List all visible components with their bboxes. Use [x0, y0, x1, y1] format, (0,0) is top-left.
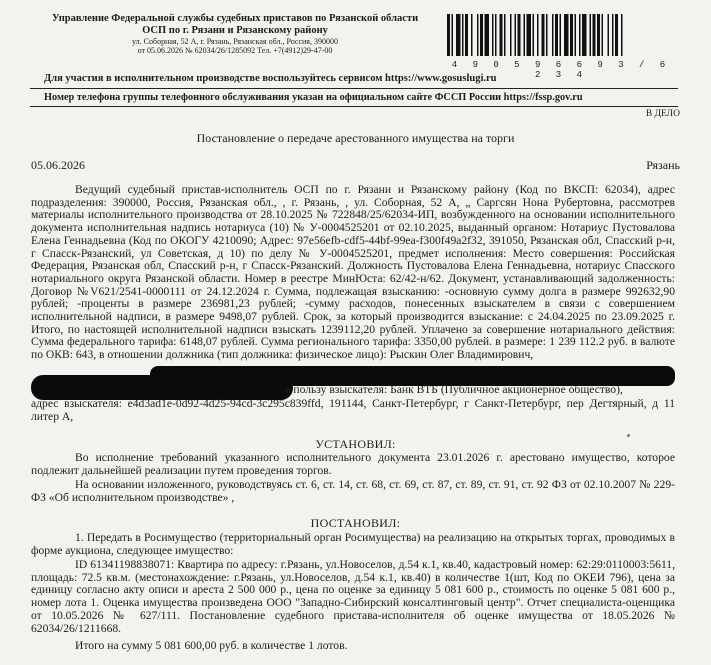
scan-speck	[627, 434, 630, 437]
claimant-line: в пользу взыскателя: Банк ВТБ (Публичное акционерное общество),	[285, 383, 623, 396]
total-line: Итого на сумму 5 081 600,00 руб. в количестве 1 лотов.	[75, 639, 348, 652]
phone-notice: Номер телефона группы телефонного обслуживания указан на официальном сайте ФССП России https://fssp.gov.ru	[44, 92, 583, 103]
header-divider-top	[30, 88, 678, 89]
issuer-header	[30, 13, 440, 67]
gosuslugi-notice: Для участия в исполнительном производстве воспользуйтесь сервисом https://www.gosuslugi.ru	[44, 73, 497, 84]
item-one-paragraph: 1. Передать в Росимущество (территориальный орган Росимущества) на реализацию на открытых торгах, проводимых в форме аукциона, следующее имущество:	[31, 531, 675, 557]
postanovil-heading: ПОСТАНОВИЛ:	[310, 516, 401, 530]
document-date: 05.06.2026	[31, 158, 85, 172]
barcode	[447, 14, 675, 80]
header-divider-bottom	[30, 106, 678, 107]
document-title: Постановление о передаче арестованного имущества на торги	[196, 131, 515, 145]
barcode-icon	[447, 14, 675, 56]
barcode-number: 4 9 0 5 9 6 6 9 3 / 6 2 3 4	[451, 60, 671, 80]
department-address: ул. Соборная, 52 А, г. Рязань, Рязанская обл., Россия, 390000	[132, 37, 338, 46]
document-reference: от 05.06.2026 № 62034/26/1285092 Тел. +7(4912)29-47-00	[137, 46, 333, 55]
ustanovil-paragraph: Во исполнение требований указанного исполнительного документа 23.01.2026 г. арестовано имущество, которое подлежит дальнейшей реализации путем проведения торгов.	[31, 451, 675, 477]
main-paragraph: Ведущий судебный пристав-исполнитель ОСП по г. Рязани и Рязанскому району (Код по ВКСП: 62034), адрес подразделения: 390000, Россия, Рязанская обл., , г. Рязань, , ул. Соборная, 52 А, „ Саргсян Нона Рубертовна, рассмотрев материалы исполнительного производства от 28.10.2025 № 722848/25/62034-ИП, возбужденного на основании исполнительного документа исполнительная надпись нотариуса (10) № У-0004525201 от 02.10.2025, выданный органом: Нотариус Пустовалова Елена Геннадьевна (Код по ОКОГУ 4210090; Адрес: 97e56efb-cdf5-44bf-99ea-f300f49a2f32, 391050, Рязанская обл, Спасский р-н, г Спасск-Рязанский, ул Советская, д 10) по делу № У-0004525201, предмет исполнения: Место совершения: Российская Федерация, Рязанская обл, Спасский р-н, г Спасск-Рязанский. Должность Пустовалова Елена Геннадьевна, нотариус Спасского нотариального округа Рязанской области. Номер в реестре МинЮста: 62/42-н/62. Документ, устанавливающий задолженность: Договор №V621/2541-0000111 от 24.12.2024 г. Сумма, подлежащая взысканию: -основную сумму долга в размере 992632,90 рублей; -проценты в размере 236981,23 рублей; -сумму расходов, понесенных взыскателем в связи с совершением исполнительной надписи, в размере 9498,07 рублей. Срок, за который производится взыскание: с 24.04.2025 по 23.09.2025 г. Итого, по настоящей исполнительной надписи взыскать 1239112,20 рублей. Уплачено за совершение нотариального действия: Сумма федерального тарифа: 6148,07 рублей. Сумма регионального тарифа: 3350,00 рублей. в размере: 1 239 112.2 руб. в валюте по ОКВ: 643, в отношении должника (тип должника: физическое лицо): Рыскин Олег Владимирович,	[31, 183, 675, 362]
v-delo-mark: В ДЕЛО	[645, 109, 680, 119]
document-city: Рязань	[646, 158, 680, 172]
ustanovil-heading: УСТАНОВИЛ:	[315, 437, 396, 451]
legal-basis-paragraph: На основании изложенного, руководствуясь ст. 6, ст. 14, ст. 68, ст. 69, ст. 87, ст. 89, ст. 91, ст. 92 ФЗ от 02.10.2007 № 229-ФЗ «Об исполнительном производстве» ,	[31, 478, 675, 504]
org-name: Управление Федеральной службы судебных приставов по Рязанской области	[51, 13, 419, 24]
claimant-address: адрес взыскателя: e4d3ad1e-0d92-4d25-94cd-3c295c839ffd, 191144, Санкт-Петербург, г Санкт-Петербург, пер Дегтярный, д 11 литер А,	[31, 397, 675, 423]
property-paragraph: ID 61341198838071: Квартира по адресу: г.Рязань, ул.Новоселов, д.54 к.1, кв.40, кадастровый номер: 62:29:0110003:5611, площадь: 72.5 кв.м. (местонахождение: г.Рязань, ул.Новоселов, д.54 к.1, кв.40) в количестве 1(шт, Код по ОКЕИ 796), цена за единицу согласно акту описи и ареста 2 500 000 р., цена по оценке за единицу 5 081 600 р., стоимость по оценке 5 081 600 р., номер лота 1. Оценка имущества произведена ООО "Западно-Сибирский консалтинговый центр". Отчет специалиста-оценщика от 10.05.2026 № 627/111. Постановление судебного пристава-исполнителя об оценке имущества от 18.05.2026 № 62034/26/1211668.	[31, 558, 675, 635]
department-name: ОСП по г. Рязани и Рязанскому району	[142, 25, 328, 36]
